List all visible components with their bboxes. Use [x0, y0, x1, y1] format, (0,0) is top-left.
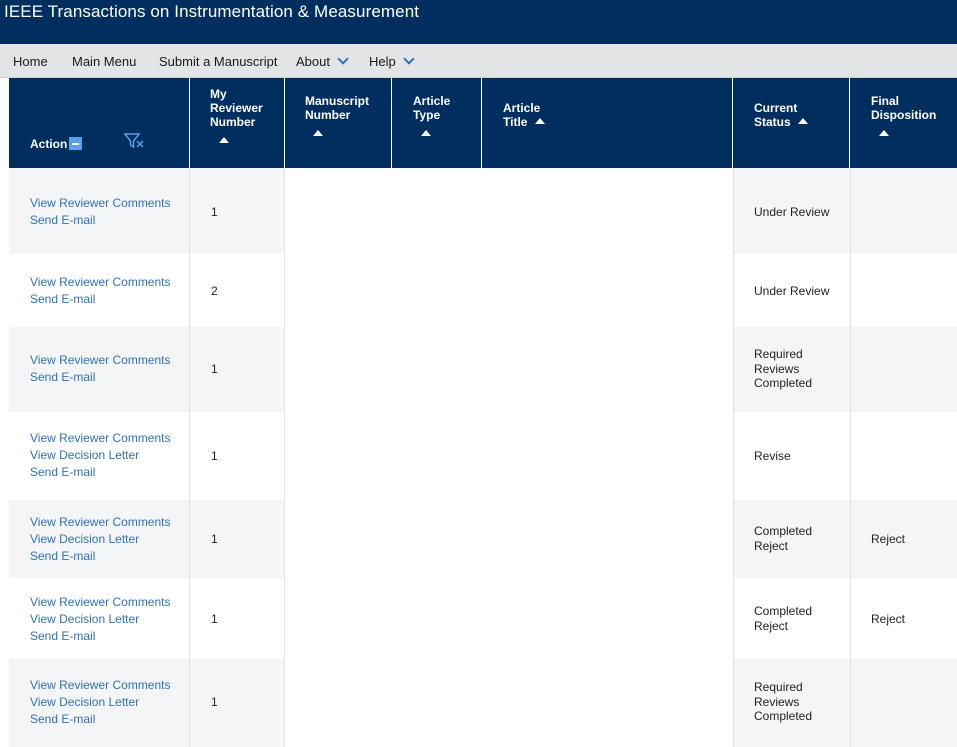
- chevron-down-icon: [403, 53, 414, 64]
- row-actions: [30, 352, 171, 386]
- current-status: [754, 524, 812, 553]
- sort-ascending-icon[interactable]: [798, 118, 808, 124]
- current-status: [754, 680, 812, 724]
- send-email-link[interactable]: Send E-mail: [30, 629, 96, 643]
- col-manuscript-line1: Manuscript: [305, 94, 370, 108]
- view-reviewer-comments-link[interactable]: View Reviewer Comments: [30, 678, 171, 692]
- column-divider: [284, 168, 285, 747]
- nav-submit-manuscript[interactable]: [159, 54, 278, 69]
- view-reviewer-comments-link[interactable]: View Reviewer Comments: [30, 196, 171, 210]
- col-status-line2: Status: [754, 115, 791, 129]
- sort-ascending-icon[interactable]: [421, 130, 431, 136]
- send-email-link[interactable]: Send E-mail: [30, 370, 96, 384]
- filter-clear-icon[interactable]: [124, 132, 146, 153]
- column-divider: [733, 168, 734, 747]
- send-email-link[interactable]: Send E-mail: [30, 712, 96, 726]
- nav-main-menu[interactable]: [72, 54, 136, 69]
- col-manuscript-line2: Number: [305, 108, 351, 122]
- nav-about[interactable]: [296, 54, 347, 69]
- col-manuscript-number[interactable]: [285, 78, 392, 168]
- col-article-type[interactable]: [392, 78, 482, 168]
- minus-square-icon[interactable]: [69, 137, 82, 150]
- status-line: Required: [754, 347, 803, 361]
- current-status: [754, 449, 791, 464]
- col-title-line2: Title: [503, 115, 528, 129]
- final-disposition: Reject: [871, 532, 906, 546]
- sort-ascending-icon[interactable]: [219, 137, 229, 143]
- nav-help[interactable]: [369, 54, 413, 69]
- reviewer-grid: [9, 78, 957, 747]
- column-divider: [850, 168, 851, 747]
- col-action: [9, 78, 190, 168]
- journal-title: IEEE Transactions on Instrumentation & Measurement: [4, 2, 420, 21]
- main-nav: [0, 44, 957, 78]
- reviewer-number: 1: [211, 695, 218, 709]
- sort-ascending-icon[interactable]: [535, 118, 545, 124]
- reviewer-number: 1: [211, 362, 218, 376]
- column-divider: [189, 168, 190, 747]
- status-line: Completed: [754, 524, 813, 538]
- view-reviewer-comments-link[interactable]: View Reviewer Comments: [30, 353, 171, 367]
- status-line: Reject: [754, 538, 789, 553]
- current-status: [754, 205, 829, 220]
- col-disposition-line1: Final: [871, 94, 900, 108]
- col-article-title[interactable]: [482, 78, 733, 168]
- status-line: Required: [754, 680, 803, 694]
- status-line: Completed: [754, 709, 813, 723]
- chevron-down-icon: [337, 53, 348, 64]
- view-reviewer-comments-link[interactable]: View Reviewer Comments: [30, 275, 171, 289]
- app-header: [0, 0, 957, 44]
- nav-home-label: Home: [13, 54, 48, 69]
- row-actions: [30, 594, 171, 645]
- reviewer-number: 2: [211, 284, 218, 298]
- status-line: Revise: [754, 449, 791, 463]
- col-type-line2: Type: [413, 108, 441, 122]
- view-decision-letter-link[interactable]: View Decision Letter: [30, 448, 140, 462]
- send-email-link[interactable]: Send E-mail: [30, 213, 96, 227]
- view-decision-letter-link[interactable]: View Decision Letter: [30, 612, 140, 626]
- nav-submit-label: Submit a Manuscript: [159, 54, 278, 69]
- send-email-link[interactable]: Send E-mail: [30, 292, 96, 306]
- send-email-link[interactable]: Send E-mail: [30, 465, 96, 479]
- row-actions: [30, 677, 171, 728]
- status-line: Reject: [754, 618, 789, 633]
- view-decision-letter-link[interactable]: View Decision Letter: [30, 695, 140, 709]
- nav-home[interactable]: [13, 54, 48, 69]
- row-actions: [30, 514, 171, 565]
- nav-about-label: About: [296, 54, 330, 69]
- status-line: Completed: [754, 604, 813, 618]
- view-decision-letter-link[interactable]: View Decision Letter: [30, 532, 140, 546]
- col-status-line1: Current: [754, 101, 798, 115]
- nav-main-menu-label: Main Menu: [72, 54, 137, 69]
- status-line: Under Review: [754, 205, 830, 219]
- status-line: Under Review: [754, 284, 830, 298]
- row-actions: [30, 274, 171, 308]
- current-status: [754, 604, 812, 633]
- sort-ascending-icon[interactable]: [879, 130, 889, 136]
- current-status: [754, 347, 812, 391]
- col-reviewer-line3: Number: [210, 115, 256, 129]
- col-reviewer-number[interactable]: [190, 78, 285, 168]
- sort-ascending-icon[interactable]: [313, 130, 323, 136]
- col-reviewer-line1: My: [210, 87, 227, 101]
- redacted-region: [284, 168, 733, 747]
- final-disposition: Reject: [871, 612, 906, 626]
- reviewer-number: 1: [211, 612, 218, 626]
- table-header: [9, 78, 957, 168]
- col-final-disposition[interactable]: [850, 78, 957, 168]
- col-disposition-line2: Disposition: [871, 108, 937, 122]
- view-reviewer-comments-link[interactable]: View Reviewer Comments: [30, 431, 171, 445]
- send-email-link[interactable]: Send E-mail: [30, 549, 96, 563]
- col-current-status[interactable]: [733, 78, 850, 168]
- status-line: Reviews: [754, 361, 800, 376]
- col-reviewer-line2: Reviewer: [210, 101, 263, 115]
- view-reviewer-comments-link[interactable]: View Reviewer Comments: [30, 595, 171, 609]
- row-actions: [30, 430, 171, 481]
- current-status: [754, 284, 829, 299]
- reviewer-number: 1: [211, 449, 218, 463]
- col-action-label: Action: [30, 137, 68, 151]
- col-title-line1: Article: [503, 101, 541, 115]
- reviewer-number: 1: [211, 532, 218, 546]
- status-line: Reviews: [754, 694, 800, 709]
- row-actions: [30, 195, 171, 229]
- status-line: Completed: [754, 376, 813, 390]
- reviewer-number: 1: [211, 205, 218, 219]
- col-type-line1: Article: [413, 94, 451, 108]
- view-reviewer-comments-link[interactable]: View Reviewer Comments: [30, 515, 171, 529]
- nav-help-label: Help: [369, 54, 396, 69]
